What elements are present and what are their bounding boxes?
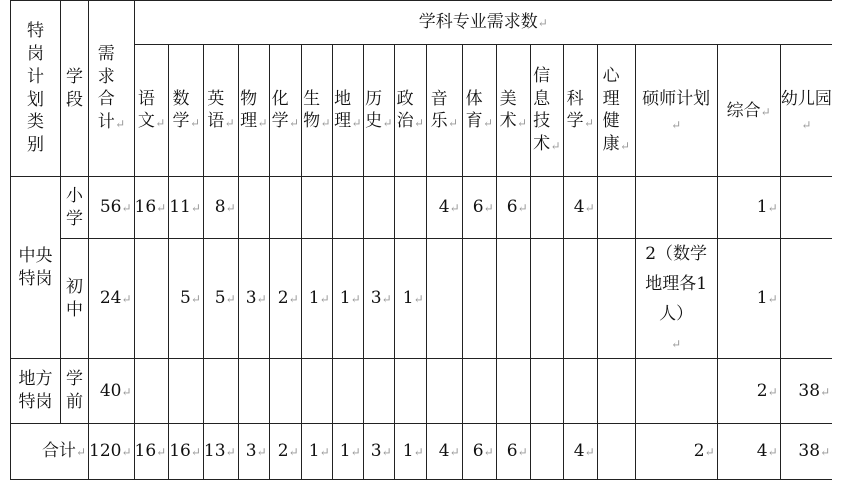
data-cell [462, 239, 496, 359]
cell-value: 38 [798, 380, 821, 401]
subject-label: 体育 [465, 88, 483, 132]
line-break-marker: ↵ [517, 445, 528, 459]
subject-label: 政治 [396, 88, 414, 132]
subject-header-15 [635, 45, 717, 177]
line-break-marker: ↵ [620, 138, 631, 153]
cell-value: 16 [134, 197, 157, 217]
sum-cell [169, 424, 204, 480]
table-row-preschool [11, 359, 833, 424]
data-cell [780, 239, 832, 359]
sum-value: 1 [339, 441, 351, 461]
subject-header-13 [563, 45, 597, 177]
sum-total-cell [89, 424, 135, 480]
cell-value: 1 [756, 288, 768, 308]
subject-label: 科学 [566, 88, 584, 132]
cell-value: 3 [245, 288, 257, 308]
subject-label: 生物 [303, 88, 321, 132]
subject-header-16 [717, 45, 780, 177]
subject-label: 数学 [172, 88, 190, 132]
line-break-marker: ↵ [584, 445, 595, 459]
data-cell [134, 177, 169, 239]
line-break-marker: ↵ [350, 445, 361, 459]
line-break-marker: ↵ [225, 445, 236, 459]
data-cell [717, 177, 780, 239]
subject-header-7 [363, 45, 394, 177]
line-break-marker: ↵ [381, 445, 392, 459]
data-cell [597, 359, 635, 424]
data-cell [238, 359, 269, 424]
subject-header-14 [597, 45, 635, 177]
sum-value: 4 [438, 441, 450, 461]
line-break-marker: ↵ [448, 115, 459, 130]
line-break-marker: ↵ [351, 115, 362, 130]
data-cell [269, 359, 301, 424]
subject-header-5 [301, 45, 332, 177]
subject-header-row [11, 45, 833, 177]
data-cell [597, 177, 635, 239]
line-break-marker: ↵ [671, 337, 682, 351]
data-cell [496, 177, 530, 239]
cell-value: 4 [573, 197, 585, 217]
subject-header-10 [462, 45, 496, 177]
line-break-marker: ↵ [449, 445, 460, 459]
subject-label: 语文 [137, 88, 155, 132]
subject-header-4 [269, 45, 301, 177]
cell-value: 2（数学地理各1人） [645, 244, 708, 324]
sum-value: 2 [277, 441, 289, 461]
line-break-marker: ↵ [760, 104, 771, 119]
subject-header-0 [134, 45, 169, 177]
sum-value: 6 [472, 441, 484, 461]
subject-group-header: 学科专业需求数↵ [134, 1, 832, 45]
subject-header-1 [169, 45, 204, 177]
data-cell [238, 177, 269, 239]
line-break-marker: ↵ [121, 292, 132, 306]
data-cell [717, 359, 780, 424]
teacher-demand-table [10, 0, 832, 480]
stage-header: 学段 [61, 1, 89, 177]
line-break-marker: ↵ [767, 201, 778, 215]
sum-value: 3 [245, 441, 257, 461]
sum-cell [462, 424, 496, 480]
cell-value: 5 [214, 288, 226, 308]
line-break-marker: ↵ [256, 445, 267, 459]
cell-value: 11 [169, 197, 191, 217]
line-break-marker: ↵ [225, 292, 236, 306]
line-break-marker: ↵ [190, 445, 201, 459]
line-break-marker: ↵ [156, 201, 167, 215]
line-break-marker: ↵ [413, 445, 424, 459]
subject-header-12 [530, 45, 563, 177]
sum-cell [496, 424, 530, 480]
sum-value: 4 [756, 441, 768, 461]
data-cell [462, 359, 496, 424]
line-break-marker: ↵ [155, 115, 166, 130]
line-break-marker: ↵ [584, 115, 595, 130]
data-cell [269, 177, 301, 239]
table-row-primary [11, 177, 833, 239]
sum-cell [780, 424, 832, 480]
sum-label: 合计↵ [11, 424, 89, 480]
sum-cell [563, 424, 597, 480]
line-break-marker: ↵ [319, 445, 330, 459]
sum-value: 16 [134, 441, 157, 461]
subject-header-2 [203, 45, 238, 177]
data-cell [169, 239, 204, 359]
subject-header-3 [238, 45, 269, 177]
total-value: 24 [99, 288, 122, 308]
data-cell [203, 177, 238, 239]
subject-label: 音乐 [430, 88, 448, 132]
central-group-label: 中央特岗 [11, 177, 61, 359]
subject-label: 美术 [499, 88, 517, 132]
line-break-marker: ↵ [224, 115, 235, 130]
cell-value: 3 [370, 288, 382, 308]
line-break-marker: ↵ [121, 445, 132, 459]
sum-cell [363, 424, 394, 480]
line-break-marker: ↵ [483, 445, 494, 459]
sum-value: 4 [573, 441, 585, 461]
line-break-marker: ↵ [257, 115, 268, 130]
sum-value: 38 [798, 441, 821, 461]
sum-cell [269, 424, 301, 480]
total-value: 40 [99, 380, 122, 401]
line-break-marker: ↵ [121, 384, 132, 399]
subject-header-11 [496, 45, 530, 177]
line-break-marker: ↵ [190, 201, 201, 215]
table-row-sum [11, 424, 833, 480]
line-break-marker: ↵ [767, 445, 778, 459]
cell-value: 2 [277, 288, 289, 308]
line-break-marker: ↵ [381, 292, 392, 306]
line-break-marker: ↵ [767, 384, 778, 399]
stage-cell [61, 359, 89, 424]
local-group-label: 地方特岗 [11, 359, 61, 424]
data-cell [169, 359, 204, 424]
total-cell [89, 177, 135, 239]
data-cell [635, 239, 717, 359]
line-break-marker: ↵ [190, 292, 201, 306]
data-cell [563, 239, 597, 359]
line-break-marker: ↵ [671, 118, 682, 132]
data-cell [301, 239, 332, 359]
line-break-marker: ↵ [414, 115, 425, 130]
data-cell [394, 239, 426, 359]
subject-header-8 [394, 45, 426, 177]
line-break-marker: ↵ [550, 138, 561, 153]
total-value: 56 [99, 197, 122, 217]
sum-cell [394, 424, 426, 480]
line-break-marker: ↵ [289, 115, 300, 130]
data-cell [530, 177, 563, 239]
stage-label: 初中 [66, 276, 83, 320]
line-break-marker: ↵ [820, 384, 831, 399]
cell-value: 6 [472, 197, 484, 217]
data-cell [301, 359, 332, 424]
line-break-marker: ↵ [320, 115, 331, 130]
subject-label: 幼儿园 [780, 89, 832, 109]
data-cell [134, 359, 169, 424]
cell-value: 1 [339, 288, 351, 308]
data-cell [169, 177, 204, 239]
sum-cell [134, 424, 169, 480]
sum-cell [203, 424, 238, 480]
line-break-marker: ↵ [704, 445, 715, 459]
plan-type-header: 特岗计划类别 [11, 1, 61, 177]
data-cell [563, 177, 597, 239]
sum-value: 1 [402, 441, 414, 461]
cell-value: 1 [308, 288, 320, 308]
data-cell [597, 239, 635, 359]
sum-cell [426, 424, 462, 480]
data-cell [426, 359, 462, 424]
sum-value: 13 [203, 441, 226, 461]
cell-value: 5 [180, 288, 191, 308]
sum-value: 2 [693, 441, 705, 461]
data-cell [563, 359, 597, 424]
subject-label: 历史 [365, 88, 383, 132]
line-break-marker: ↵ [288, 445, 299, 459]
data-cell [496, 359, 530, 424]
sum-total-value: 120 [89, 441, 122, 461]
cell-value: 1 [402, 288, 414, 308]
line-break-marker: ↵ [584, 201, 595, 215]
line-break-marker: ↵ [820, 445, 831, 459]
line-break-marker: ↵ [483, 201, 494, 215]
line-break-marker: ↵ [449, 201, 460, 215]
total-cell [89, 239, 135, 359]
sum-value: 16 [169, 441, 191, 461]
subject-label: 硕师计划 [642, 89, 711, 109]
data-cell [717, 239, 780, 359]
line-break-marker: ↵ [801, 118, 812, 132]
data-cell [462, 177, 496, 239]
data-cell [332, 239, 363, 359]
data-cell [134, 239, 169, 359]
sum-cell [238, 424, 269, 480]
sum-cell [301, 424, 332, 480]
line-break-marker: ↵ [256, 292, 267, 306]
data-cell [363, 359, 394, 424]
sum-cell [717, 424, 780, 480]
data-cell [530, 359, 563, 424]
sum-value: 3 [370, 441, 382, 461]
sum-cell [635, 424, 717, 480]
subject-label: 化学 [271, 88, 289, 132]
subject-header-9 [426, 45, 462, 177]
cell-value: 2 [756, 380, 768, 401]
line-break-marker: ↵ [319, 292, 330, 306]
data-cell [238, 239, 269, 359]
data-cell [394, 359, 426, 424]
sum-value: 1 [308, 441, 320, 461]
cell-value: 4 [438, 197, 450, 217]
data-cell [332, 359, 363, 424]
line-break-marker: ↵ [517, 201, 528, 215]
line-break-marker: ↵ [288, 292, 299, 306]
sum-value: 6 [506, 441, 518, 461]
data-cell [394, 177, 426, 239]
line-break-marker: ↵ [121, 201, 132, 215]
subject-header-17 [780, 45, 832, 177]
sum-cell [597, 424, 635, 480]
data-cell [426, 239, 462, 359]
line-break-marker: ↵ [156, 445, 167, 459]
data-cell [635, 177, 717, 239]
table-row-junior [11, 239, 833, 359]
data-cell [496, 239, 530, 359]
data-cell [203, 359, 238, 424]
line-break-marker: ↵ [483, 115, 494, 130]
stage-label: 小学 [66, 185, 83, 229]
stage-cell [61, 177, 89, 239]
subject-label: 物理 [240, 88, 258, 132]
stage-label: 学前 [66, 369, 83, 412]
data-cell [269, 239, 301, 359]
line-break-marker: ↵ [517, 115, 528, 130]
cell-value: 8 [214, 197, 226, 217]
data-cell [203, 239, 238, 359]
total-need-header: 需求合计↵ [89, 1, 135, 177]
subject-label: 综合 [726, 100, 761, 121]
data-cell [363, 239, 394, 359]
line-break-marker: ↵ [767, 292, 778, 306]
data-cell [332, 177, 363, 239]
subject-label: 地理 [334, 88, 352, 132]
data-cell [426, 177, 462, 239]
sum-cell [332, 424, 363, 480]
total-cell [89, 359, 135, 424]
line-break-marker: ↵ [350, 292, 361, 306]
data-cell [301, 177, 332, 239]
data-cell [635, 359, 717, 424]
line-break-marker: ↵ [225, 201, 236, 215]
subject-label: 信息技术 [533, 65, 551, 155]
line-break-marker: ↵ [382, 115, 393, 130]
line-break-marker: ↵ [189, 115, 201, 130]
data-cell [780, 177, 832, 239]
sum-cell [530, 424, 563, 480]
data-cell [780, 359, 832, 424]
subject-header-6 [332, 45, 363, 177]
subject-label: 心理健康 [602, 65, 620, 155]
data-cell [363, 177, 394, 239]
data-cell [530, 239, 563, 359]
stage-cell [61, 239, 89, 359]
cell-value: 6 [506, 197, 518, 217]
line-break-marker: ↵ [413, 292, 424, 306]
cell-value: 1 [756, 197, 768, 217]
subject-label: 英语 [207, 88, 225, 132]
